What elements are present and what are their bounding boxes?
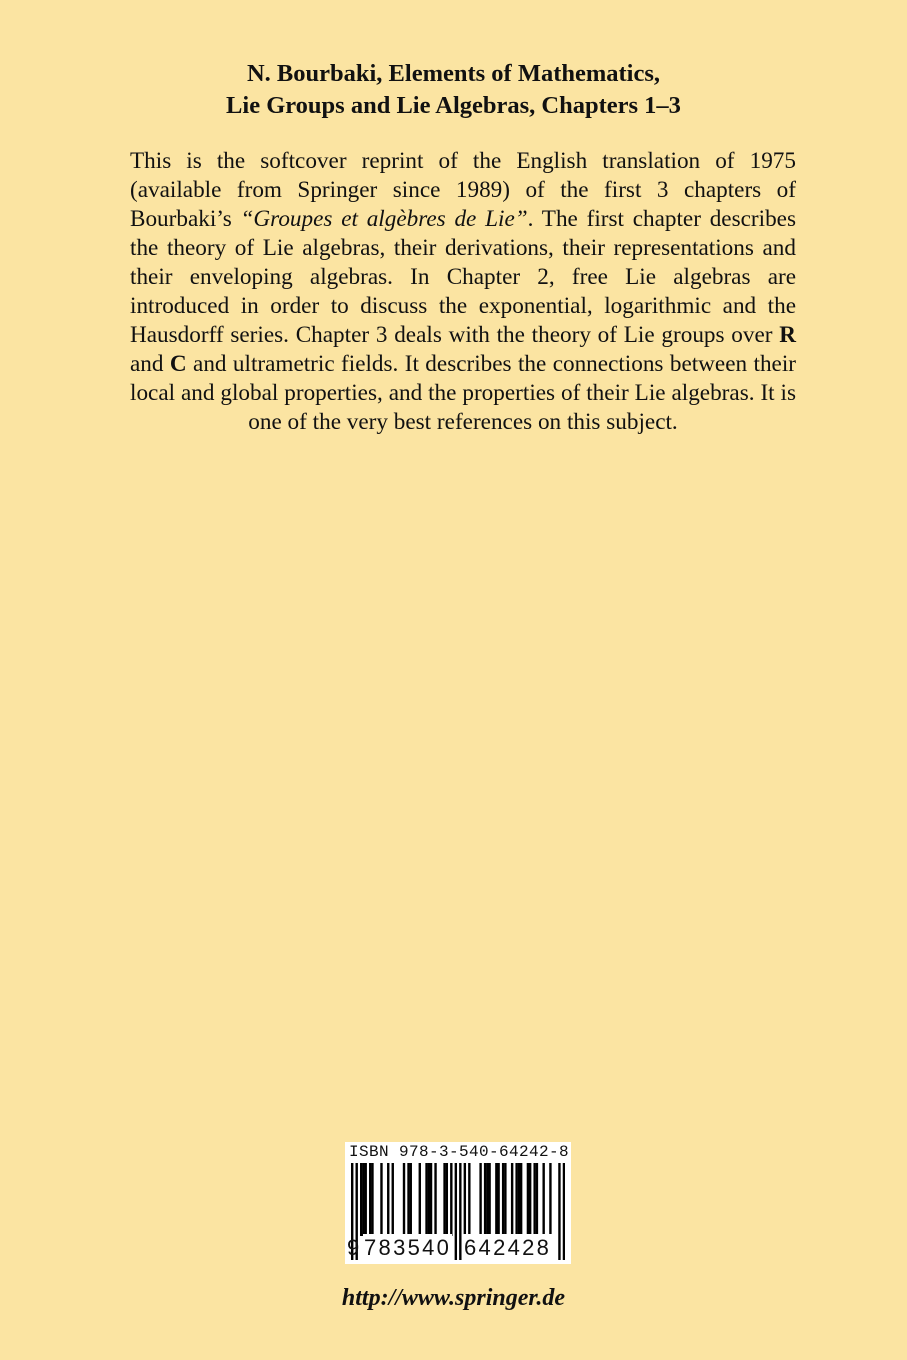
barcode-guard-bar <box>563 1163 565 1260</box>
barcode-bar <box>520 1163 522 1236</box>
barcode-bar <box>502 1163 504 1236</box>
barcode-bar <box>425 1163 427 1236</box>
barcode-bar <box>360 1163 362 1236</box>
barcode-bar <box>365 1163 367 1236</box>
description-text-1: This is the softcover reprint of the English translation of 1975 (available from Springer since 1989) of the first 3 chapters of Bourbaki’s <box>130 148 796 232</box>
title-line-1: N. Bourbaki, Elements of Mathematics, <box>246 60 661 87</box>
barcode-bar <box>515 1163 517 1236</box>
barcode-bar <box>504 1163 506 1236</box>
barcode-bar <box>511 1163 513 1236</box>
barcode-bar <box>549 1163 551 1236</box>
barcode-bar <box>407 1163 409 1236</box>
barcode-bar <box>495 1163 497 1236</box>
barcode-bar <box>529 1163 531 1236</box>
barcode-bar <box>464 1163 466 1236</box>
barcode-bar <box>479 1163 481 1236</box>
description-paragraph <box>130 147 796 437</box>
and-word: and <box>130 351 170 377</box>
barcode-bar <box>369 1163 371 1236</box>
barcode-bar <box>362 1163 364 1236</box>
isbn-barcode <box>345 1142 571 1264</box>
barcode-bar <box>446 1163 448 1236</box>
barcode-bar <box>542 1163 544 1236</box>
barcode-bar <box>371 1163 373 1236</box>
ean-left-group: 783540 <box>364 1235 452 1260</box>
book-title: “Groupes et algèbres de Lie” <box>240 206 528 232</box>
barcode-bar <box>380 1163 382 1236</box>
field-c: C <box>169 351 187 377</box>
barcode-bar <box>486 1163 488 1236</box>
barcode-bar <box>468 1163 470 1236</box>
barcode-bar <box>419 1163 421 1236</box>
barcode-bar <box>403 1163 405 1236</box>
barcode-guard-bar <box>558 1163 560 1260</box>
barcode-bar <box>434 1163 436 1236</box>
ean-right-group: 642428 <box>464 1235 552 1260</box>
barcode-bar <box>410 1163 412 1236</box>
barcode-bar <box>430 1163 432 1236</box>
barcode-bar <box>497 1163 499 1236</box>
barcode-bar <box>484 1163 486 1236</box>
ean-first-digit: 9 <box>347 1235 360 1260</box>
title-line-2: Lie Groups and Lie Algebras, Chapters 1–3 <box>226 92 681 119</box>
field-r: R <box>779 322 796 348</box>
description-text-3: and ultrametric fields. It describes the connections between their local and global properties, and the properties of their Lie algebras. It is one of the very best references on this subject. <box>130 351 796 435</box>
barcode-bar <box>527 1163 529 1236</box>
publisher-url: http://www.springer.de <box>341 1285 566 1311</box>
barcode-bar <box>443 1163 445 1236</box>
barcode-guard-bar <box>455 1163 457 1260</box>
barcode-bar <box>450 1163 452 1236</box>
barcode-bar <box>392 1163 394 1236</box>
cover-title <box>0 58 907 122</box>
isbn-label: ISBN 978-3-540-64242-8 <box>349 1143 570 1161</box>
barcode-bar <box>387 1163 389 1236</box>
barcode-bar <box>533 1163 535 1236</box>
barcode-bar <box>488 1163 490 1236</box>
barcode-guard-bar <box>459 1163 461 1260</box>
description-text-2: . The first chapter describes the theory of Lie algebras, their derivations, their representations and their enveloping algebras. In Chapter 2, free Lie algebras are introduced in order to discuss the exponential, logarithmic and the Hausdorff series. Chapter 3 deals with the theory of Lie groups over <box>130 206 796 348</box>
barcode-bar <box>518 1163 520 1236</box>
barcode-bar <box>428 1163 430 1236</box>
barcode-bar <box>536 1163 538 1236</box>
